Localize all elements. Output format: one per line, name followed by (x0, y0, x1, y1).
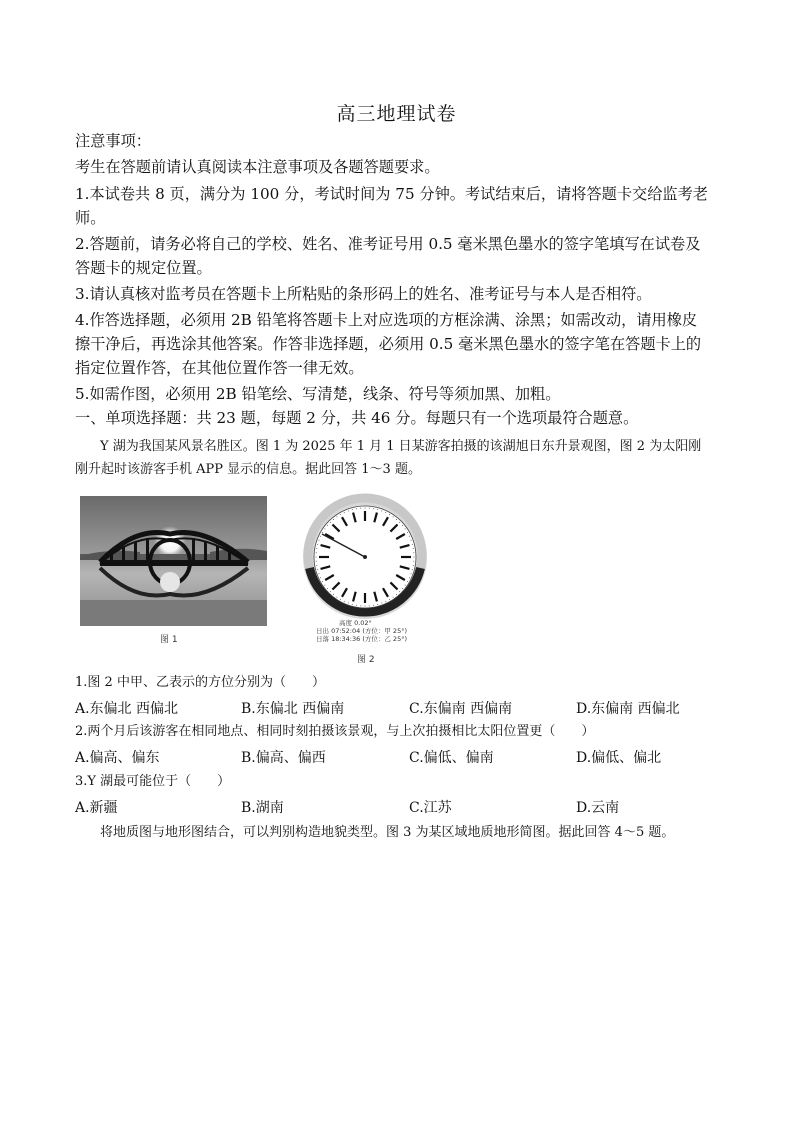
dial-dot (385, 512, 386, 513)
dial-dot (405, 585, 406, 586)
dial-dot (316, 548, 317, 549)
dial-dot (327, 588, 328, 589)
dial-dot (365, 606, 366, 607)
question-1-option-c: C.东偏南 西偏南 (409, 701, 513, 717)
question-2-stem: 2.两个月后该游客在相同地点、相同时刻拍摄该景观，与上次拍摄相比太阳位置更（ ） (75, 724, 595, 739)
dial-dot (352, 509, 353, 510)
figure-1-photo (80, 496, 267, 626)
dial-dot (340, 599, 341, 600)
dial-dot (399, 522, 400, 523)
dial-dot (352, 604, 353, 605)
notice-item-5: 5.如需作图，必须用 2B 铅笔绘、写清楚，线条、符号等须加黑、加粗。 (75, 385, 561, 403)
notice-item-3: 3.请认真核对监考员在答题卡上所粘贴的条形码上的姓名、准考证号与本人是否相符。 (75, 285, 652, 303)
question-2-option-c: C.偏低、偏南 (409, 750, 494, 766)
dial-dot (385, 601, 386, 602)
dial-dot (413, 552, 414, 553)
dial-dot (336, 597, 337, 598)
dial-dot (318, 573, 319, 574)
notice-item-1b: 师。 (75, 209, 106, 227)
dial-dot (344, 601, 345, 602)
dial-dot (412, 569, 413, 570)
dial-dot (336, 516, 337, 517)
question-1-option-b: B.东偏北 西偏南 (241, 701, 345, 717)
dial-dot (411, 573, 412, 574)
question-1-option-a: A.东偏北 西偏北 (75, 701, 179, 717)
dial-dot (324, 585, 325, 586)
dial-dot (360, 508, 361, 509)
question-2-option-b: B.偏高、偏西 (241, 750, 326, 766)
notice-item-2b: 答题卡的规定位置。 (75, 259, 212, 277)
dial-dot (412, 544, 413, 545)
dial-dot (381, 603, 382, 604)
dial-dot (399, 591, 400, 592)
dial-dot (322, 532, 323, 533)
notice-item-2a: 2.答题前，请务必将自己的学校、姓名、准考证号用 0.5 毫米黑色墨水的签字笔填写在试卷及 (75, 235, 701, 253)
passage-1b: 刚升起时该游客手机 APP 显示的信息。据此回答 1～3 题。 (75, 462, 421, 477)
dial-dot (389, 514, 390, 515)
dial-dot (396, 519, 397, 520)
dial-dot (402, 588, 403, 589)
dial-dot (405, 528, 406, 529)
question-3-option-d: D.云南 (576, 800, 620, 816)
figure-2-compass-dial (300, 492, 430, 622)
dial-dot (411, 540, 412, 541)
dial-dot (360, 605, 361, 606)
dial-dot (316, 557, 317, 558)
dial-dot (344, 512, 345, 513)
notice-item-4b: 擦干净后，再选涂其他答案。作答非选择题，必须用 0.5 毫米黑色墨水的签字笔在答题卡上的 (75, 335, 702, 353)
dial-dot (316, 561, 317, 562)
dial-dot (348, 510, 349, 511)
dial-dot (413, 561, 414, 562)
question-1-option-d: D.东偏南 西偏北 (576, 701, 680, 717)
dial-dot (407, 532, 408, 533)
dial-dot (373, 508, 374, 509)
dial-dot (356, 508, 357, 509)
question-2-option-d: D.偏低、偏北 (576, 750, 662, 766)
dial-dot (407, 581, 408, 582)
dial-dot (318, 540, 319, 541)
dial-dot (356, 605, 357, 606)
dial-dot (330, 522, 331, 523)
question-3-option-c: C.江苏 (409, 800, 452, 816)
section-heading: 一、单项选择题：共 23 题，每题 2 分，共 46 分。每题只有一个选项最符合题意。 (75, 409, 639, 427)
dial-dot (389, 599, 390, 600)
dial-dot (369, 508, 370, 509)
question-3-stem: 3.Y 湖最可能位于（ ） (75, 774, 231, 789)
dial-dot (320, 577, 321, 578)
dial-dot (414, 557, 415, 558)
notice-item-4a: 4.作答选择题，必须用 2B 铅笔将答题卡上对应选项的方框涂满、涂黑；如需改动，请用橡皮 (75, 311, 698, 329)
dial-dot (373, 605, 374, 606)
dial-dot (377, 509, 378, 510)
dial-dot (330, 591, 331, 592)
app-altitude: 高度 0.02° (339, 619, 372, 627)
dial-dot (402, 525, 403, 526)
dial-dot (322, 581, 323, 582)
dial-dot (317, 569, 318, 570)
dial-dot (327, 525, 328, 526)
dial-dot (316, 565, 317, 566)
dial-dot (348, 603, 349, 604)
dial-dot (365, 508, 366, 509)
notice-intro: 考生在答题前请认真阅读本注意事项及各题答题要求。 (75, 158, 440, 176)
dial-dot (333, 519, 334, 520)
dial-dot (413, 565, 414, 566)
dial-dot (324, 528, 325, 529)
question-1-stem: 1.图 2 中甲、乙表示的方位分别为（ ） (75, 675, 325, 690)
page-title: 高三地理试卷 (336, 103, 457, 125)
dial-dot (340, 514, 341, 515)
dial-dot (381, 510, 382, 511)
dial-dot (409, 536, 410, 537)
passage-1a: Y 湖为我国某风景名胜区。图 1 为 2025 年 1 月 1 日某游客拍摄的该湖旭日东升景观图，图 2 为太阳刚 (100, 439, 702, 454)
dial-dot (320, 536, 321, 537)
dial-dot (393, 516, 394, 517)
dial-dot (316, 552, 317, 553)
figure-1-caption: 图 1 (160, 635, 178, 645)
app-sunrise: 日出 07:52:04 (方位：甲 25°) (316, 627, 407, 635)
dial-dot (333, 594, 334, 595)
notice-heading: 注意事项： (75, 132, 151, 150)
dial-dot (413, 548, 414, 549)
dial-dot (396, 594, 397, 595)
dial-dot (317, 544, 318, 545)
figure-2-caption: 图 2 (357, 655, 375, 665)
notice-item-4c: 指定位置作答，在其他位置作答一律无效。 (75, 359, 364, 377)
question-2-option-a: A.偏高、偏东 (75, 750, 160, 766)
dial-dot (369, 605, 370, 606)
app-sunset: 日落 18:34:36 (方位：乙 25°) (316, 635, 407, 643)
dial-dot (409, 577, 410, 578)
dial-dot (393, 597, 394, 598)
question-3-option-b: B.湖南 (241, 800, 284, 816)
question-3-option-a: A.新疆 (75, 800, 118, 816)
dial-dot (377, 604, 378, 605)
passage-2: 将地质图与地形图结合，可以判别构造地貌类型。图 3 为某区域地质地形简图。据此回答 4～5 题。 (100, 825, 675, 840)
notice-item-1a: 1.本试卷共 8 页，满分为 100 分，考试时间为 75 分钟。考试结束后，请将答题卡交给监考老 (75, 185, 708, 203)
